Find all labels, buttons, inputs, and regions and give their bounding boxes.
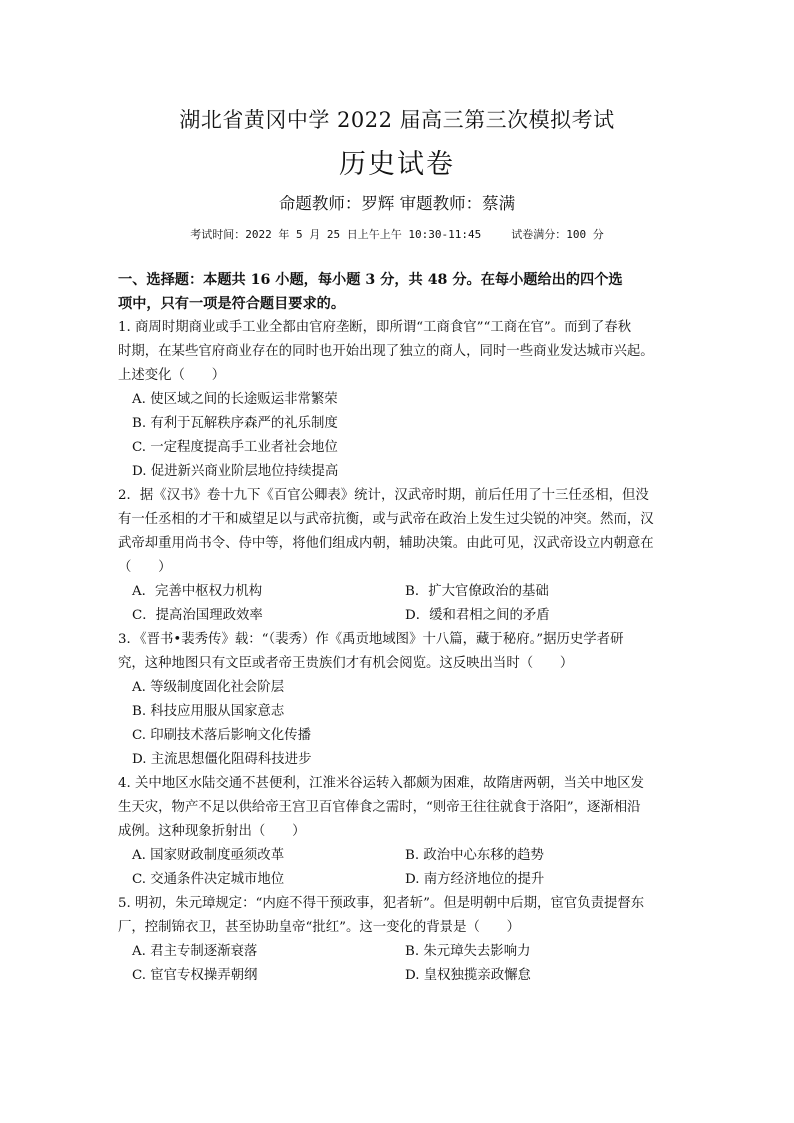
option-c: C. 一定程度提高手工业者社会地位 <box>132 440 338 455</box>
stem-line: 究，这种地图只有文臣或者帝王贵族们才有机会阅览。这反映出当时（ ） <box>118 656 574 671</box>
section-heading-line: 一、选择题：本题共 16 小题，每小题 3 分，共 48 分。在每小题给出的四个选 <box>118 272 623 288</box>
school-title: 湖北省黄冈中学 2022 届高三第三次模拟考试 <box>179 108 615 132</box>
option-a: A. 使区域之间的长途贩运非常繁荣 <box>132 392 338 407</box>
section-heading <box>118 268 678 316</box>
question-1 <box>118 316 678 484</box>
stem-line: 有一任丞相的才干和威望足以与武帝抗衡，或与武帝在政治上发生过尖锐的冲突。然而，汉 <box>118 512 654 527</box>
option-c: C. 印刷技术落后影响文化传播 <box>132 728 311 743</box>
question-body <box>118 268 678 988</box>
subject-title: 历史试卷 <box>339 149 455 180</box>
option-a: A. 等级制度固化社会阶层 <box>132 680 285 695</box>
question-stem <box>118 892 678 940</box>
question-4 <box>118 772 678 892</box>
option-d: D. 南方经济地位的提升 <box>405 872 545 887</box>
option-d: D. 促进新兴商业阶层地位持续提高 <box>132 464 339 479</box>
option-b: B．扩大官僚政治的基础 <box>405 584 549 599</box>
option-b: B. 有利于瓦解秩序森严的礼乐制度 <box>132 416 338 431</box>
question-stem <box>118 316 678 388</box>
options <box>132 844 678 892</box>
stem-line: 2．据《汉书》卷十九下《百官公卿表》统计，汉武帝时期，前后任用了十三任丞相，但没 <box>118 488 649 503</box>
section-heading-line: 项中，只有一项是符合题目要求的。 <box>118 296 346 312</box>
option-d: D. 皇权独揽亲政懈怠 <box>405 968 531 983</box>
full-score: 试卷满分：100 分 <box>511 228 604 241</box>
question-stem <box>118 628 678 676</box>
option-d: D．缓和君相之间的矛盾 <box>405 608 550 623</box>
stem-line: 厂，控制锦衣卫，甚至协助皇帝“批红”。这一变化的背景是（ ） <box>118 920 521 935</box>
stem-line: 3．《晋书•裴秀传》载：“（裴秀）作《禹贡地域图》十八篇，藏于秘府。”据历史学者研 <box>118 632 624 647</box>
exam-info <box>0 226 794 242</box>
option-a: A. 君主专制逐渐衰落 <box>132 944 258 959</box>
stem-line: 生天灾，物产不足以供给帝王宫卫百官俸食之需时，“则帝王往往就食于洛阳”，逐渐相沿 <box>118 800 641 815</box>
options <box>132 940 678 988</box>
exam-time: 考试时间：2022 年 5 月 25 日上午上午 10:30-11:45 <box>190 228 482 241</box>
option-b: B. 政治中心东移的趋势 <box>405 848 544 863</box>
question-2 <box>118 484 678 628</box>
option-a: A. 国家财政制度亟须改革 <box>132 848 285 863</box>
question-stem <box>118 772 678 844</box>
stem-line: 时期，在某些官府商业存在的同时也开始出现了独立的商人，同时一些商业发达城市兴起。 <box>118 344 654 359</box>
question-5 <box>118 892 678 988</box>
option-c: C. 交通条件决定城市地位 <box>132 872 285 887</box>
question-3 <box>118 628 678 772</box>
question-stem <box>118 484 678 580</box>
stem-line: （ ） <box>118 560 172 575</box>
option-b: B. 科技应用服从国家意志 <box>132 704 285 719</box>
option-d: D. 主流思想僵化阻碍科技进步 <box>132 752 312 767</box>
option-b: B. 朱元璋失去影响力 <box>405 944 531 959</box>
teachers-line: 命题教师：罗辉 审题教师：蔡满 <box>278 194 516 213</box>
option-c: C．提高治国理政效率 <box>132 608 263 623</box>
stem-line: 武帝却重用尚书令、侍中等，将他们组成内朝，辅助决策。由此可见，汉武帝设立内朝意在 <box>118 536 654 551</box>
stem-line: 1. 商周时期商业或手工业全都由官府垄断，即所谓“工商食官”“工商在官”。而到了春秋 <box>118 320 632 335</box>
options <box>132 676 678 772</box>
option-c: C. 宦官专权操弄朝纲 <box>132 968 258 983</box>
stem-line: 成例。这种现象折射出（ ） <box>118 824 306 839</box>
stem-line: 4. 关中地区水陆交通不甚便利，江淮米谷运转入都颇为困难，故隋唐两朝，当关中地区发 <box>118 776 644 791</box>
stem-line: 上述变化（ ） <box>118 368 226 383</box>
option-a: A．完善中枢权力机构 <box>132 584 263 599</box>
stem-line: 5. 明初，朱元璋规定：“内庭不得干预政事，犯者斩”。但是明朝中后期，宦官负责提督东 <box>118 896 645 911</box>
options <box>132 388 678 484</box>
options <box>132 580 678 628</box>
